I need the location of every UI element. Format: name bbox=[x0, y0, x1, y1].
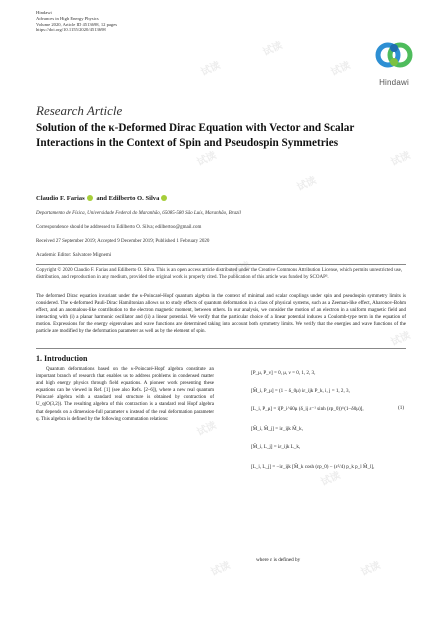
watermark: 试读 bbox=[359, 560, 383, 579]
affiliation: Departamento de Física, Universidade Federal do Maranhão, 65085-580 São Luís, Maranhão, Brazil bbox=[36, 211, 241, 216]
academic-editor: Academic Editor: Salvatore Mignemi bbox=[36, 253, 112, 258]
journal-volume: Volume 2020, Article ID 4513698, 12 pages bbox=[36, 21, 118, 27]
copyright-notice: Copyright © 2020 Claudio F. Farias and Edilberto O. Silva. This is an open access article distributed under the Creative Commons Attribution License, which permits unrestricted use, distribution, and reproduction in any medium, provided the original work is properly cited. The publication of this article was funded by SCOAP³. bbox=[36, 268, 403, 280]
watermark: 试读 bbox=[195, 150, 219, 169]
where-text: where ε is defined by bbox=[256, 557, 301, 563]
watermark: 试读 bbox=[261, 40, 285, 59]
logo-text: Hindawi bbox=[379, 78, 409, 87]
publisher-name: Hindawi bbox=[36, 10, 52, 15]
equation-line: [L_i, L_j] = −iε_ijk [M̃_k cosh (εp_0) − (ε²/4) p_k p_l M̃_l], bbox=[251, 464, 375, 470]
section-title: 1. Introduction bbox=[36, 354, 88, 363]
article-type: Research Article bbox=[36, 103, 123, 118]
watermark: 试读 bbox=[295, 175, 319, 194]
hindawi-logo-icon bbox=[374, 38, 414, 72]
intro-paragraph: Quantum deformations based on the κ-Poincaré-Hopf algebra constitute an important branch of research that enables us to address problems in condensed matter and high energy physics through field equations. A pioneer work presenting these equations can be viewed in Ref. [1] (see also Refs. [2–6]), where a new real quantum Poincaré algebra with a standard real structure is obtained by contraction of U_q(O(3,2)). The resulting algebra of this contraction is a standard real Hopf algebra that depends on a dimension-full parameter κ instead of the real deformation parameter q. This algebra is defined by the following commutation relations: bbox=[36, 367, 214, 422]
journal-header bbox=[36, 10, 117, 33]
watermark: 试读 bbox=[319, 470, 343, 489]
author-conjunction: and bbox=[96, 195, 107, 202]
journal-doi[interactable]: https://doi.org/10.1155/2020/4513698 bbox=[36, 27, 106, 33]
author-name[interactable]: Edilberto O. Silva bbox=[108, 195, 160, 202]
article-dates: Received 27 September 2019; Accepted 9 December 2019; Published 1 February 2020 bbox=[36, 239, 210, 244]
watermark: 试读 bbox=[389, 330, 413, 349]
hindawi-logo bbox=[368, 38, 420, 87]
equation-line: [P_μ, P_ν] = 0, μ, ν = 0, 1, 2, 3, bbox=[251, 370, 316, 376]
orcid-icon[interactable] bbox=[87, 195, 93, 201]
equation-line: [M̃_i, P_μ] = (1 − δ_0μ) iε_ijk P_k, i, j = 1, 2, 3, bbox=[251, 388, 350, 394]
watermark: 试读 bbox=[209, 560, 233, 579]
watermark: 试读 bbox=[329, 60, 353, 79]
watermark: 试读 bbox=[199, 60, 223, 79]
journal-name: Advances in High Energy Physics bbox=[36, 15, 99, 21]
author-list bbox=[36, 195, 169, 202]
equation-line: [M̃_i, L_j] = iε_ijk L_k, bbox=[251, 444, 301, 450]
divider bbox=[36, 348, 406, 349]
abstract-text: The deformed Dirac equation invariant under the κ-Poincaré-Hopf quantum algebra in the context of minimal and scalar couplings under spin and pseudospin symmetry limits is considered. The κ-deformed Pauli-Dirac Hamiltonian allows us to study effects of quantum deformation in a class of physical systems, such as a Zeeman-like effect, Aharonov-Bohm effect, and an anomalous-like contribution to the electron magnetic moment, between others. In our analysis, we consider the motion of an electron in a uniform magnetic field and interacting with (i) a planar harmonic oscillator and (ii) a linear potential. We verify that the particular choice of a linear potential induces a Coulomb-type term in the equation of motion. Expressions for the energy eigenvalues and wave functions are determined taking into account both symmetry limits. We verify that the energies and wave functions of the particle are modified by the deformation parameter as well as by the element of spin. bbox=[36, 294, 406, 334]
introduction-text bbox=[36, 366, 214, 423]
paper-title: Solution of the κ-Deformed Dirac Equation with Vector and Scalar Interactions in the Context of Spin and Pseudospin Symmetries bbox=[36, 122, 355, 149]
watermark: 试读 bbox=[389, 150, 413, 169]
divider bbox=[36, 264, 406, 265]
orcid-icon[interactable] bbox=[161, 195, 167, 201]
author-name[interactable]: Claudio F. Farias bbox=[36, 195, 85, 202]
equation-number: (1) bbox=[398, 405, 405, 411]
watermark: 试读 bbox=[229, 260, 253, 279]
equation-line: [M̃_i, M̃_j] = iε_ijk M̃_k, bbox=[251, 426, 303, 432]
correspondence: Correspondence should be addressed to Edilberto O. Silva; edilbertoo@gmail.com bbox=[36, 225, 202, 230]
watermark: 试读 bbox=[195, 420, 219, 439]
equation-line: [L_i, P_μ] = i[P_i^δ0μ (δ_ij ε⁻¹ sinh (εp_0))^(1−δ0μ)], bbox=[251, 406, 364, 412]
